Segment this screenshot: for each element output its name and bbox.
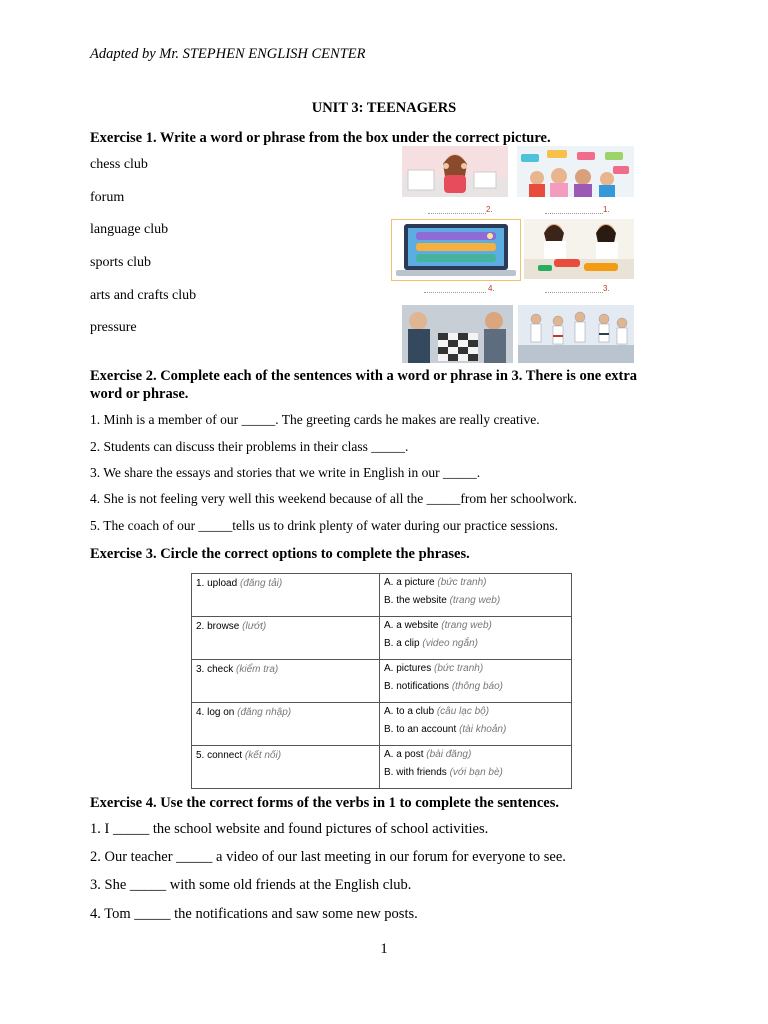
table-row xyxy=(192,660,572,703)
exercise-4-sentence-2: 2. Our teacher _____ a video of our last meeting in our forum for everyone to see. xyxy=(90,849,566,865)
option-b[interactable]: B. notifications (thông báo) xyxy=(384,681,503,692)
option-a[interactable]: A. a website (trang web) xyxy=(384,620,492,631)
verb-cell: 3. check (kiểm tra) xyxy=(192,660,380,703)
option-a[interactable]: A. a picture (bức tranh) xyxy=(384,577,487,588)
options-cell xyxy=(380,746,572,789)
table-row xyxy=(192,617,572,660)
page-number: 1 xyxy=(380,941,388,957)
exercise-4-title: Exercise 4. Use the correct forms of the verbs in 1 to complete the sentences. xyxy=(90,795,559,811)
exercise-2-sentence-3: 3. We share the essays and stories that we write in English in our _____. xyxy=(90,465,481,480)
exercise-2-sentence-5: 5. The coach of our _____tells us to drink plenty of water during our practice sessions. xyxy=(90,518,559,533)
option-a[interactable]: A. a post (bài đăng) xyxy=(384,749,472,760)
option-b[interactable]: B. to an account (tài khoản) xyxy=(384,724,507,735)
caption-picture-2: 2. xyxy=(486,205,493,214)
word-pressure: pressure xyxy=(90,320,137,335)
word-forum: forum xyxy=(90,190,125,205)
exercise-1-title: Exercise 1. Write a word or phrase from the box under the correct picture. xyxy=(90,130,551,146)
word-arts-crafts-club: arts and crafts club xyxy=(90,288,197,303)
picture-arts-crafts xyxy=(524,219,634,279)
caption-picture-3: 3. xyxy=(603,284,610,293)
table-row xyxy=(192,703,572,746)
option-b[interactable]: B. with friends (với bạn bè) xyxy=(384,767,503,778)
option-a[interactable]: A. pictures (bức tranh) xyxy=(384,663,484,674)
picture-forum-laptop xyxy=(391,219,521,281)
unit-title: UNIT 3: TEENAGERS xyxy=(311,100,457,116)
option-b[interactable]: B. the website (trang web) xyxy=(384,595,501,606)
caption-picture-4: 4. xyxy=(488,284,495,293)
exercise-3-title: Exercise 3. Circle the correct options to complete the phrases. xyxy=(90,546,470,562)
table-row xyxy=(192,574,572,617)
exercise-2-sentence-4: 4. She is not feeling very well this weekend because of all the _____from her schoolwork. xyxy=(90,491,577,506)
word-sports-club: sports club xyxy=(90,255,152,270)
word-language-club: language club xyxy=(90,222,169,237)
exercise-2-title-line-2: word or phrase. xyxy=(90,386,189,402)
exercise-2-title-line-1: Exercise 2. Complete each of the sentences with a word or phrase in 3. There is one extra xyxy=(90,368,638,384)
picture-stressed-girl xyxy=(402,146,508,197)
exercise-2-sentence-2: 2. Students can discuss their problems in their class _____. xyxy=(90,439,409,454)
verb-cell: 4. log on (đăng nhập) xyxy=(192,703,380,746)
verb-cell: 1. upload (đăng tải) xyxy=(192,574,380,617)
options-cell xyxy=(380,660,572,703)
picture-sports-club xyxy=(518,305,634,363)
table-row xyxy=(192,746,572,789)
verb-cell: 5. connect (kết nối) xyxy=(192,746,380,789)
verb-cell: 2. browse (lướt) xyxy=(192,617,380,660)
exercise-4-sentence-4: 4. Tom _____ the notifications and saw some new posts. xyxy=(90,906,418,922)
options-cell xyxy=(380,574,572,617)
document-header: Adapted by Mr. STEPHEN ENGLISH CENTER xyxy=(90,46,366,62)
exercise-2-sentence-1: 1. Minh is a member of our _____. The greeting cards he makes are really creative. xyxy=(90,412,540,427)
picture-chess-club xyxy=(402,305,513,363)
picture-language-club-kids xyxy=(517,146,634,197)
option-b[interactable]: B. a clip (video ngắn) xyxy=(384,638,478,649)
options-cell xyxy=(380,703,572,746)
caption-picture-1: 1. xyxy=(603,205,610,214)
option-a[interactable]: A. to a club (câu lạc bộ) xyxy=(384,706,490,717)
exercise-4-sentence-1: 1. I _____ the school website and found pictures of school activities. xyxy=(90,821,489,837)
exercise-4-sentence-3: 3. She _____ with some old friends at the English club. xyxy=(90,877,412,893)
options-cell xyxy=(380,617,572,660)
word-chess-club: chess club xyxy=(90,157,148,172)
exercise-3-table xyxy=(191,573,572,789)
